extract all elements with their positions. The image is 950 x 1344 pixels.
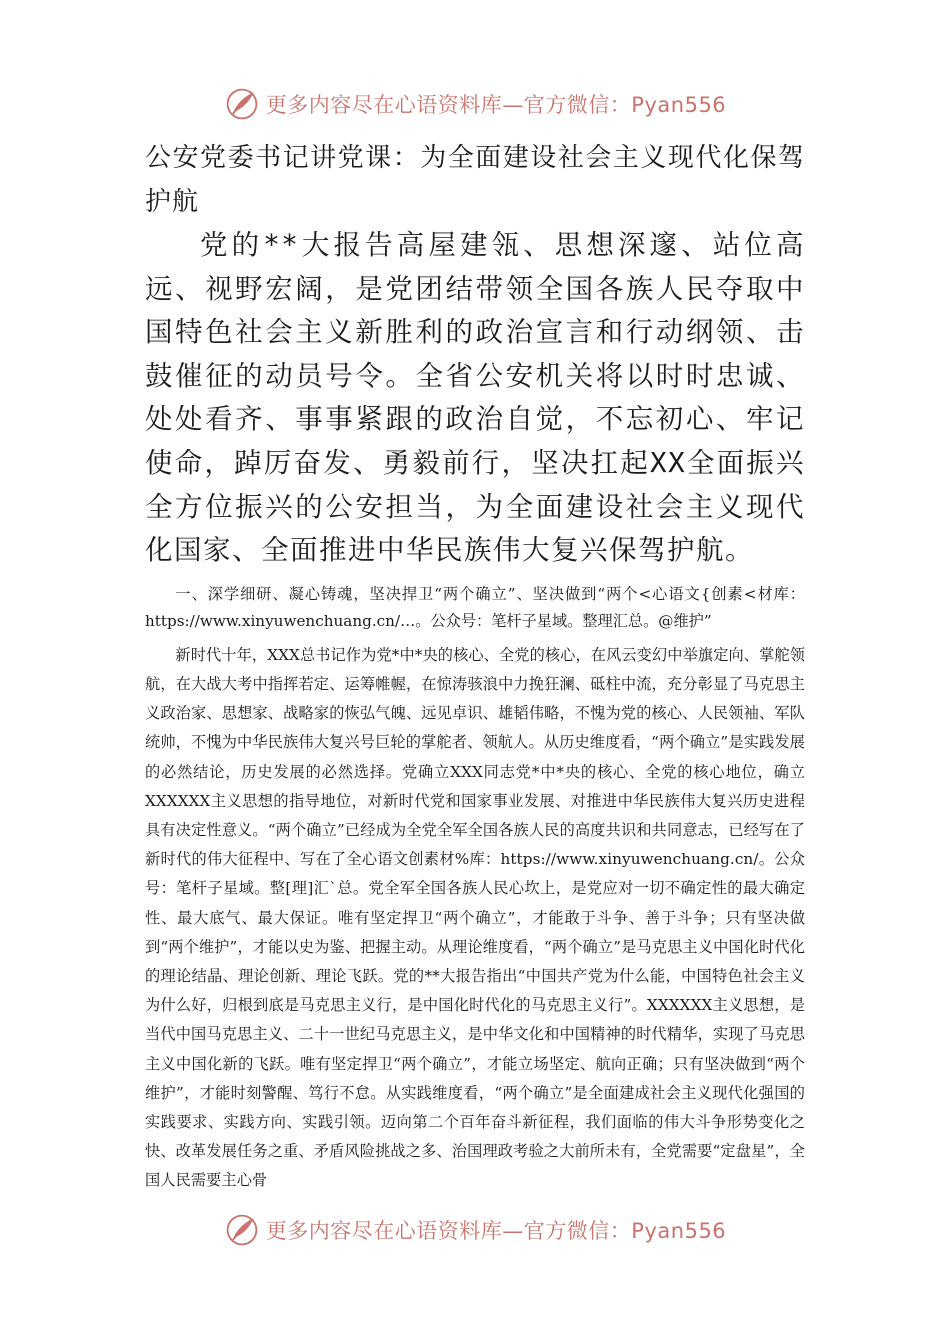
footer-banner <box>0 1208 950 1252</box>
section-heading: 一、深学细研、凝心铸魂，坚决捍卫“两个确立”、坚决做到“两个<心语文{创素<材库：https://www.xinyuwenchuang.cn/…。公众号：笔杆子星域。整理汇总。@维护” <box>145 584 805 630</box>
footer-banner-text: 更多内容尽在心语资料库—官方微信：Pyan556 <box>265 1219 727 1243</box>
lead-paragraph: 党的**大报告高屋建瓴、思想深邃、站位高远、视野宏阔，是党团结带领全国各族人民夺取中国特色社会主义新胜利的政治宣言和行动纲领、击鼓催征的动员号令。全省公安机关将以时时忠诚、处处看齐、事事紧跟的政治自觉，不忘初心、牢记使命，踔厉奋发、勇毅前行，坚决扛起XX全面振兴全方位振兴的公安担当，为全面建设社会主义现代化国家、全面推进中华民族伟大复兴保驾护航。 <box>145 229 805 567</box>
header-banner <box>0 82 950 126</box>
document-content <box>145 136 805 1196</box>
document-title: 公安党委书记讲党课：为全面建设社会主义现代化保驾护航 <box>145 143 805 217</box>
feather-pen-logo-icon <box>224 1212 260 1248</box>
feather-pen-logo-icon <box>224 86 260 122</box>
header-banner-text: 更多内容尽在心语资料库—官方微信：Pyan556 <box>265 93 727 117</box>
body-paragraph: 新时代十年，XXX总书记作为党*中*央的核心、全党的核心，在风云变幻中举旗定向、掌舵领航，在大战大考中指挥若定、运筹帷幄，在惊涛骇浪中力挽狂澜、砥柱中流，充分彰显了马克思主义政治家、思想家、战略家的恢弘气魄、远见卓识、雄韬伟略，不愧为党的核心、人民领袖、军队统帅，不愧为中华民族伟大复兴号巨轮的掌舵者、领航人。从历史维度看，“两个确立”是实践发展的必然结论，历史发展的必然选择。党确立XXX同志党*中*央的核心、全党的核心地位，确立XXXXXX主义思想的指导地位，对新时代党和国家事业发展、对推进中华民族伟大复兴历史进程具有决定性意义。“两个确立”已经成为全党全军全国各族人民的高度共识和共同意志，已经写在了新时代的伟大征程中、写在了全心语文创素材%库：https://www.xinyuwenchuang.cn/。公众号：笔杆子星域。整[理]汇`总。党全军全国各族人民心坎上，是党应对一切不确定性的最大确定性、最大底气、最大保证。唯有坚定捍卫“两个确立”，才能敢于斗争、善于斗争；只有坚决做到“两个维护”，才能以史为鉴、把握主动。从理论维度看，“两个确立”是马克思主义中国化时代化的理论结晶、理论创新、理论飞跃。党的**大报告指出“中国共产党为什么能，中国特色社会主义为什么好，归根到底是马克思主义行，是中国化时代化的马克思主义行”。XXXXXX主义思想，是当代中国马克思主义、二十一世纪马克思主义，是中华文化和中国精神的时代精华，实现了马克思主义中国化新的飞跃。唯有坚定捍卫“两个确立”，才能立场坚定、航向正确；只有坚决做到“两个维护”，才能时刻警醒、笃行不怠。从实践维度看，“两个确立”是全面建成社会主义现代化强国的实践要求、实践方向、实践引领。迈向第二个百年奋斗新征程，我们面临的伟大斗争形势变化之快、改革发展任务之重、矛盾风险挑战之多、治国理政考验之大前所未有，全党需要“定盘星”，全国人民需要主心骨 <box>145 645 805 1190</box>
